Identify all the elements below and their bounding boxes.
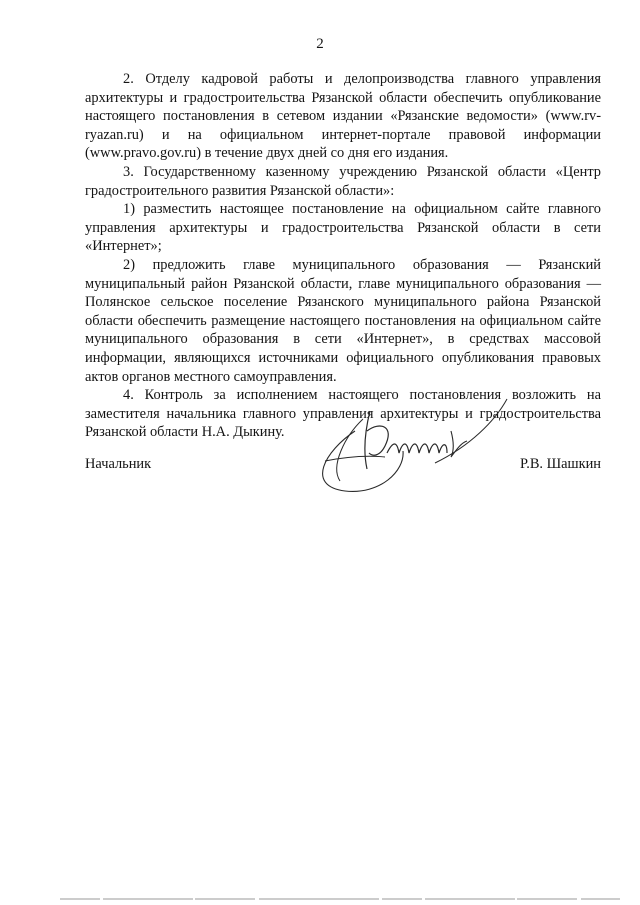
signature-block <box>85 436 601 506</box>
signatory-position: Начальник <box>85 456 152 472</box>
handwritten-signature <box>285 391 515 501</box>
paragraph-3-1: 1) разместить настоящее постановление на официальном сайте главного управления архитектуры и градостроительства Рязанской области в сети «Интернет»; <box>85 201 601 255</box>
paragraph-2: 2. Отделу кадровой работы и делопроизводства главного управления архитектуры и градостроительства Рязанской области обеспечить опубликование настоящего постановления в сетевом издании «Рязанские ведомости» (www.rv-ryazan.ru) и на официальном интернет-портале правовой информации (www.pravo.gov.ru) в течение двух дней со дня его издания. <box>85 71 601 162</box>
document-body <box>85 70 601 442</box>
signatory-name: Р.В. Шашкин <box>520 456 601 472</box>
paragraph-3-2: 2) предложить главе муниципального образования — Рязанский муниципальный район Рязанской области, главе муниципального образования — Полянское сельское поселение Рязанского муниципального района Рязанской области обеспечить размещение настоящего постановления на официальном сайте муниципального образования в сети «Интернет», в средствах массовой информации, являющихся источниками официального опубликования правовых актов органов местного самоуправления. <box>85 256 601 385</box>
paragraph-4: 4. Контроль за исполнением настоящего постановления возложить на заместителя начальника главного управления архитектуры и градостроительства Рязанской области Н.А. Дыкину. <box>85 387 601 441</box>
scan-edge-line <box>60 898 620 900</box>
page-number: 2 <box>316 36 324 52</box>
paragraph-3: 3. Государственному казенному учреждению Рязанской области «Центр градостроительного развития Рязанской области»: <box>85 163 601 199</box>
